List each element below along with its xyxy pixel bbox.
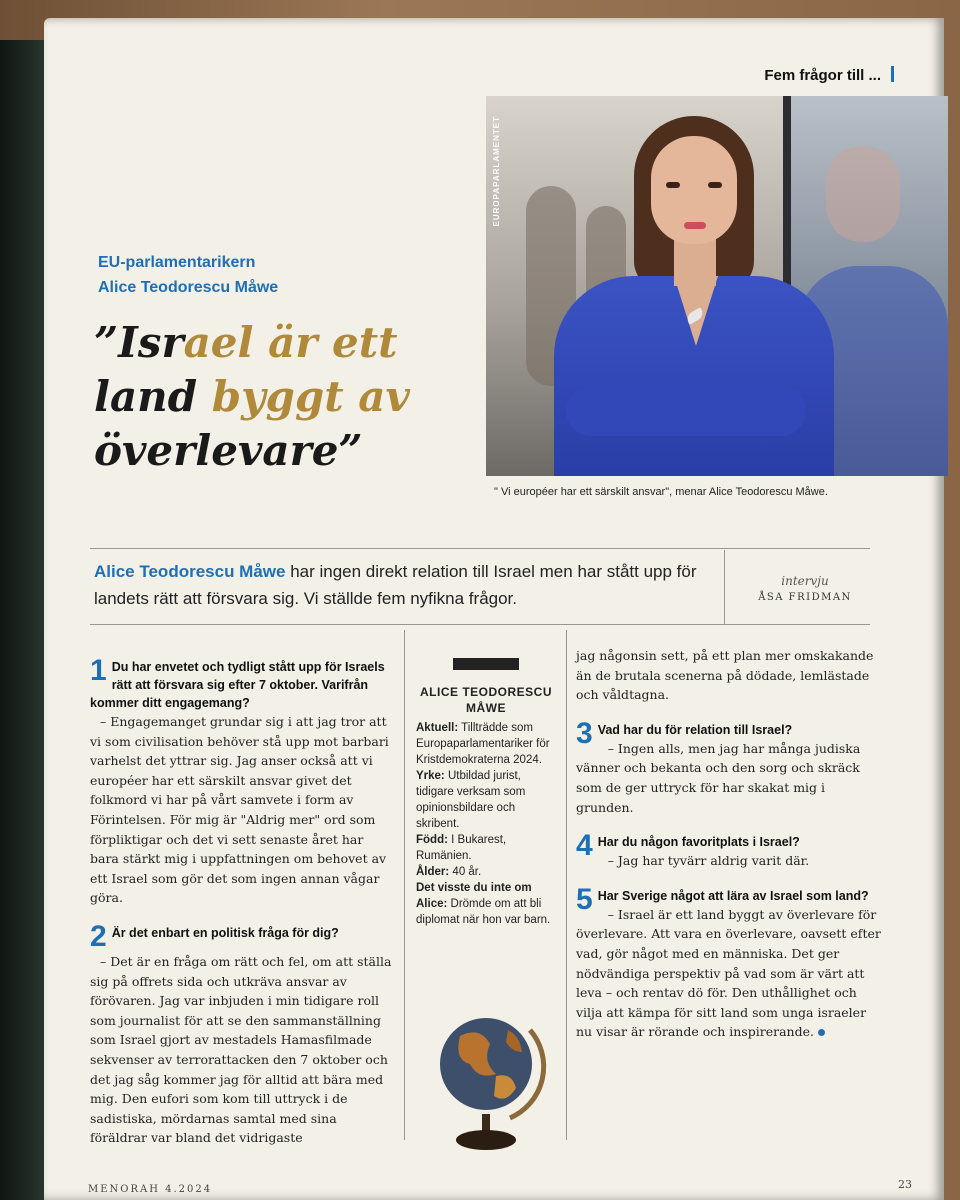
headline-part-gold: ael är ett [183, 318, 398, 367]
lead-divider [724, 550, 725, 624]
left-eye [666, 182, 680, 188]
globe-icon [430, 1006, 550, 1156]
headline-part: överlevare” [94, 426, 363, 475]
answer-text: – Jag har tyvärr aldrig varit där. [607, 853, 810, 869]
column-divider-2 [566, 630, 567, 1140]
answer-text: – Ingen alls, men jag har många judiska vänner och bekanta och den sorg och skräck som de ger uttryck för har skakat mig i grunden. [576, 740, 861, 815]
section-label [764, 66, 894, 84]
fact-value: Utbildad jurist, tidigare verksam som opinionsbildare och skribent. [416, 770, 526, 830]
footer-magazine: MENORAH 4.2024 [88, 1184, 213, 1195]
section-bar [891, 66, 894, 82]
answer-wrapper [576, 905, 882, 1042]
question-number: 2 [90, 919, 107, 953]
fact-value: Tillträdde som Europaparlamentariker för Kristdemokraterna 2024. [416, 722, 550, 766]
question-text: Vad har du för relation till Israel? [597, 722, 793, 737]
fact-label: Yrke: [416, 770, 445, 782]
question-block-5 [576, 882, 882, 1042]
magazine-page [44, 18, 944, 1200]
factbox-title: ALICE TEODORESCU MÅWE [419, 685, 552, 715]
question-text: Du har envetet och tydligt stått upp för Israels rätt att försvara sig efter 7 oktober. Varifrån kommer ditt engagemang? [90, 660, 385, 710]
question-number: 3 [576, 716, 593, 750]
headline-part: ”Isr [94, 318, 184, 367]
answer-text: – Engagemanget grundar sig i att jag tror att vi som civilisation behöver stå upp mot barbari varhelst det yttrar sig. Jag anser också att vi européer har ett särskilt ansvar givet det folkmord vi har på vårt samvete i form av Förintelsen. För mig är "Aldrig mer" ord som förpliktigar och det vi sett senaste året har bara stärkt mig i uppfattningen om behovet av ett Israel som gör det som ingen annan vågar göra. [90, 714, 389, 906]
kicker-line-1: EU-parlamentarikern [98, 254, 256, 271]
right-eye [708, 182, 722, 188]
question-number: 5 [576, 882, 593, 916]
fact-label: Det visste du inte om Alice: [416, 882, 532, 910]
answer-text: – Israel är ett land byggt av överlevare för överlevare. Att vara en överlevare, oavsett efter vad, gör något med en människa. Det ger nödvändiga perspektiv på vad som är värt att leva – och rentav dö för. Den uthållighet och vilja att kämpa för sitt land som unga israeler nu visar är rörande och inspirerande. [576, 906, 881, 1040]
headline [94, 316, 474, 478]
byline [746, 574, 864, 603]
reflection-face [826, 146, 900, 242]
lead-paragraph [94, 558, 719, 612]
lips [684, 222, 706, 229]
answer-text: – Det är en fråga om rätt och fel, om att ställa sig på offrets sida och utkräva ansvar av förövaren. Jag var inbjuden i min tidigare roll som journalist för att se den sammanställning som Israel gjort av mestadels Hamasfilmade sekvenser av terrorattacken den 7 oktober och det jag såg kommer jag för alltid att bära med mig. Den eufori som kom till uttryck i de sadistiska, mördarnas samtal med sina föräldrar var bland det vidrigaste [90, 953, 392, 1146]
lead-text: har ingen direkt relation till Israel men har stått upp för landets rätt att försvara sig. Vi ställde fem nyfikna frågor. [94, 562, 697, 608]
question-number: 1 [90, 654, 107, 687]
crossed-arms [566, 386, 806, 436]
column-right [576, 646, 882, 1058]
fact-value: 40 år. [449, 866, 482, 878]
binder-edge [0, 40, 48, 1200]
column-left [90, 654, 396, 1164]
headline-part-gold: byggt av [211, 372, 410, 421]
portrait-photo [486, 96, 948, 476]
byline-author: ÅSA FRIDMAN [758, 592, 852, 603]
photo-caption: " Vi européer har ett särskilt ansvar", menar Alice Teodorescu Måwe. [494, 486, 828, 498]
section-label-text: Fem frågor till ... [764, 67, 881, 84]
fact-value: Drömde om att bli diplomat när hon var barn. [416, 898, 551, 926]
rule-bottom [90, 624, 870, 625]
fact-label: Aktuell: [416, 722, 459, 734]
kicker-line-2: Alice Teodorescu Måwe [98, 279, 279, 296]
question-block-2 [90, 919, 396, 1148]
byline-role: intervju [781, 574, 829, 588]
question-text: Har Sverige något att lära av Israel som land? [597, 888, 869, 903]
question-text: Är det enbart en politisk fråga för dig? [111, 925, 339, 940]
lead-name: Alice Teodorescu Måwe [94, 562, 286, 581]
fact-label: Född: [416, 834, 448, 846]
photo-credit: EUROPAPARLAMENTET [492, 116, 501, 227]
question-text: Har du någon favoritplats i Israel? [597, 835, 800, 850]
fact-label: Ålder: [416, 866, 450, 878]
question-number: 4 [576, 829, 593, 863]
rule-top [90, 548, 870, 549]
question-block-3 [576, 716, 882, 817]
factbox-bar [453, 658, 519, 670]
kicker [98, 250, 278, 300]
factbox [416, 658, 556, 928]
column-divider-1 [404, 630, 405, 1140]
fact-value: I Bukarest, Rumänien. [416, 834, 507, 862]
question-block-1 [90, 654, 396, 908]
question-block-4 [576, 829, 882, 871]
answer-continued: jag någonsin sett, på ett plan mer omskakande än de brutala scenerna på dödade, lemlästade och våldtagna. [576, 648, 874, 703]
page-number: 23 [898, 1178, 912, 1191]
headline-part: land [94, 372, 212, 421]
end-mark-icon [818, 1029, 825, 1036]
